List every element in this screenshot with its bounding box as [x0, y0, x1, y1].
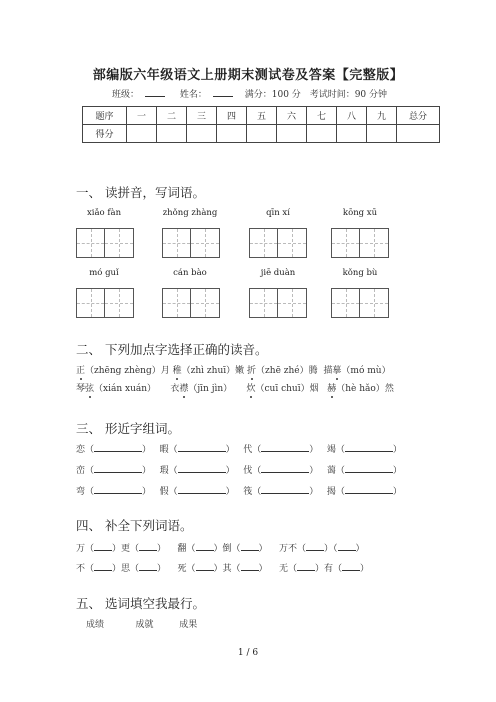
answer-blank[interactable]	[178, 463, 226, 473]
tianzige-box[interactable]	[331, 228, 389, 258]
idiom-part: ）有（	[315, 564, 343, 574]
char: 峦	[76, 466, 86, 476]
section-4-heading: 四、 补全下列词语。	[76, 518, 193, 533]
score-table	[82, 106, 440, 143]
header-cell: 八	[337, 107, 367, 125]
header-cell: 五	[247, 107, 277, 125]
header-cell: 七	[307, 107, 337, 125]
reading-options: （zhì zhuī）	[181, 366, 236, 376]
char: 蔼	[326, 466, 336, 476]
char: 筏	[243, 487, 253, 497]
answer-blank[interactable]	[306, 541, 324, 551]
pinyin-label: zhǒng zhàng	[162, 208, 218, 218]
header-cell: 题序	[83, 107, 127, 125]
idiom-part: ）更（	[112, 544, 140, 554]
answer-blank[interactable]	[345, 442, 393, 452]
idiom-part: ）	[157, 564, 167, 574]
score-cell[interactable]	[157, 125, 187, 143]
answer-blank[interactable]	[94, 442, 142, 452]
idiom-part: 无（	[279, 564, 298, 574]
dotted-char: 弦	[85, 384, 95, 394]
answer-blank[interactable]	[139, 561, 157, 571]
reading-options: （hè hǎo）	[336, 384, 385, 394]
score-cell[interactable]	[367, 125, 397, 143]
tianzige-box[interactable]	[249, 288, 307, 318]
word-char: 月	[160, 366, 170, 376]
char: 恋	[76, 445, 86, 455]
score-cell[interactable]	[397, 125, 440, 143]
pinyin-label: mó guǐ	[89, 268, 119, 278]
answer-blank[interactable]	[345, 463, 393, 473]
score-cell[interactable]	[127, 125, 157, 143]
header-cell: 三	[187, 107, 217, 125]
score-cell[interactable]	[337, 125, 367, 143]
score-row-label: 得分	[83, 125, 127, 143]
score-cell[interactable]	[277, 125, 307, 143]
similar-chars-row: 峦（ ） 瑕（ ） 伐（ ） 蔼（ ）	[76, 463, 402, 476]
exam-info	[0, 87, 496, 100]
score-cell[interactable]	[187, 125, 217, 143]
section-1-heading: 一、 读拼音，写词语。	[76, 185, 205, 200]
dotted-char: 稚	[172, 366, 182, 376]
pronunciation-line	[76, 381, 394, 394]
answer-blank[interactable]	[178, 484, 226, 494]
class-label: 班级：	[111, 90, 139, 100]
idiom-part: ）	[355, 544, 365, 554]
dotted-char: 正	[76, 366, 86, 376]
tianzige-box[interactable]	[331, 288, 389, 318]
pinyin-label: qīn xí	[266, 208, 290, 218]
name-label: 姓名：	[179, 90, 207, 100]
score-row	[83, 125, 440, 143]
word-char: 嫩	[235, 366, 245, 376]
reading-options: （zhēng zhèng）	[85, 366, 161, 376]
score-cell[interactable]	[217, 125, 247, 143]
answer-blank[interactable]	[345, 484, 393, 494]
char: 代	[243, 445, 253, 455]
idiom-part: ）	[157, 544, 167, 554]
header-cell: 六	[277, 107, 307, 125]
section-5-heading: 五、 选词填空我最行。	[76, 596, 205, 611]
answer-blank[interactable]	[241, 561, 259, 571]
word-char: 描	[323, 366, 333, 376]
score-cell[interactable]	[247, 125, 277, 143]
idiom-part: ）倒（	[213, 544, 241, 554]
page-title: 部编版六年级语文上册期末测试卷及答案【完整版】	[92, 68, 404, 83]
word-char: 琴	[76, 384, 86, 394]
word-char: 烟	[309, 384, 319, 394]
idiom-row	[76, 561, 369, 574]
idiom-part: 翻（	[177, 544, 196, 554]
answer-blank[interactable]	[261, 463, 309, 473]
answer-blank[interactable]	[139, 541, 157, 551]
idiom-part: ）（	[324, 544, 338, 554]
answer-blank[interactable]	[338, 541, 356, 551]
score-table-header	[83, 107, 440, 125]
pinyin-label: kōng xū	[342, 208, 378, 218]
header-cell: 九	[367, 107, 397, 125]
idiom-part: ）其（	[213, 564, 241, 574]
tianzige-box[interactable]	[162, 288, 220, 318]
char: 暇	[159, 445, 169, 455]
answer-blank[interactable]	[342, 561, 360, 571]
word-char: 然	[384, 384, 394, 394]
exam-time: 考试时间：90 分钟	[309, 90, 388, 100]
dotted-char: 赫	[327, 384, 337, 394]
header-cell: 一	[127, 107, 157, 125]
tianzige-box[interactable]	[162, 228, 220, 258]
pinyin-label: cán bào	[173, 268, 207, 278]
answer-blank[interactable]	[94, 541, 112, 551]
reading-options: （cuī chuī）	[255, 384, 310, 394]
dotted-char: 摹	[332, 366, 342, 376]
word-choices	[86, 617, 197, 630]
word-choice: 成就	[135, 620, 154, 630]
word-choice: 成果	[179, 620, 198, 630]
idiom-row	[76, 541, 365, 554]
section-3-heading: 三、 形近字组词。	[76, 421, 180, 436]
header-cell: 二	[157, 107, 187, 125]
class-blank	[145, 87, 165, 97]
tianzige-box[interactable]	[76, 288, 134, 318]
section-2-heading: 二、 下列加点字选择正确的读音。	[76, 342, 268, 357]
pinyin-label: kǒng bù	[342, 268, 378, 278]
answer-blank[interactable]	[196, 561, 214, 571]
answer-blank[interactable]	[178, 442, 226, 452]
word-char: 衣	[170, 384, 180, 394]
word-choice: 成绩	[86, 620, 105, 630]
similar-chars-row: 弯（ ） 假（ ） 筏（ ） 揭（ ）	[76, 484, 402, 497]
char: 瑕	[159, 466, 169, 476]
dotted-char: 折	[247, 366, 257, 376]
idiom-part: ）	[258, 564, 268, 574]
idiom-part: 不（	[76, 564, 95, 574]
char: 伐	[243, 466, 253, 476]
full-score: 满分：100 分	[244, 90, 301, 100]
page-number: 1 / 6	[237, 648, 259, 658]
dotted-char: 炊	[246, 384, 256, 394]
answer-blank[interactable]	[241, 541, 259, 551]
char: 弯	[76, 487, 86, 497]
idiom-part: 死（	[177, 564, 196, 574]
name-blank	[213, 87, 233, 97]
answer-blank[interactable]	[94, 463, 142, 473]
similar-chars-row: 恋（ ） 暇（ ） 代（ ） 竭（ ）	[76, 442, 402, 455]
idiom-part: 万不（	[279, 544, 307, 554]
pronunciation-line	[76, 363, 391, 376]
answer-blank[interactable]	[196, 541, 214, 551]
pinyin-label: xiǎo fàn	[86, 208, 122, 218]
answer-blank[interactable]	[261, 442, 309, 452]
answer-blank[interactable]	[261, 484, 309, 494]
answer-blank[interactable]	[297, 561, 315, 571]
word-char: 腾	[308, 366, 318, 376]
tianzige-box[interactable]	[249, 228, 307, 258]
answer-blank[interactable]	[94, 484, 142, 494]
header-cell: 总分	[397, 107, 440, 125]
char: 竭	[326, 445, 336, 455]
reading-options: （mó mù）	[341, 366, 391, 376]
reading-options: （xián xuán）	[94, 384, 157, 394]
pinyin-label: jiē duàn	[260, 268, 296, 278]
score-cell[interactable]	[307, 125, 337, 143]
dotted-char: 襟	[179, 384, 189, 394]
header-cell: 四	[217, 107, 247, 125]
char: 揭	[326, 487, 336, 497]
idiom-part: ）	[360, 564, 370, 574]
idiom-part: 万（	[76, 544, 95, 554]
idiom-part: ）思（	[112, 564, 140, 574]
idiom-part: ）	[258, 544, 268, 554]
answer-blank[interactable]	[94, 561, 112, 571]
tianzige-box[interactable]	[76, 228, 134, 258]
reading-options: （jīn jìn）	[188, 384, 233, 394]
char: 假	[159, 487, 169, 497]
reading-options: （zhē zhé）	[256, 366, 309, 376]
